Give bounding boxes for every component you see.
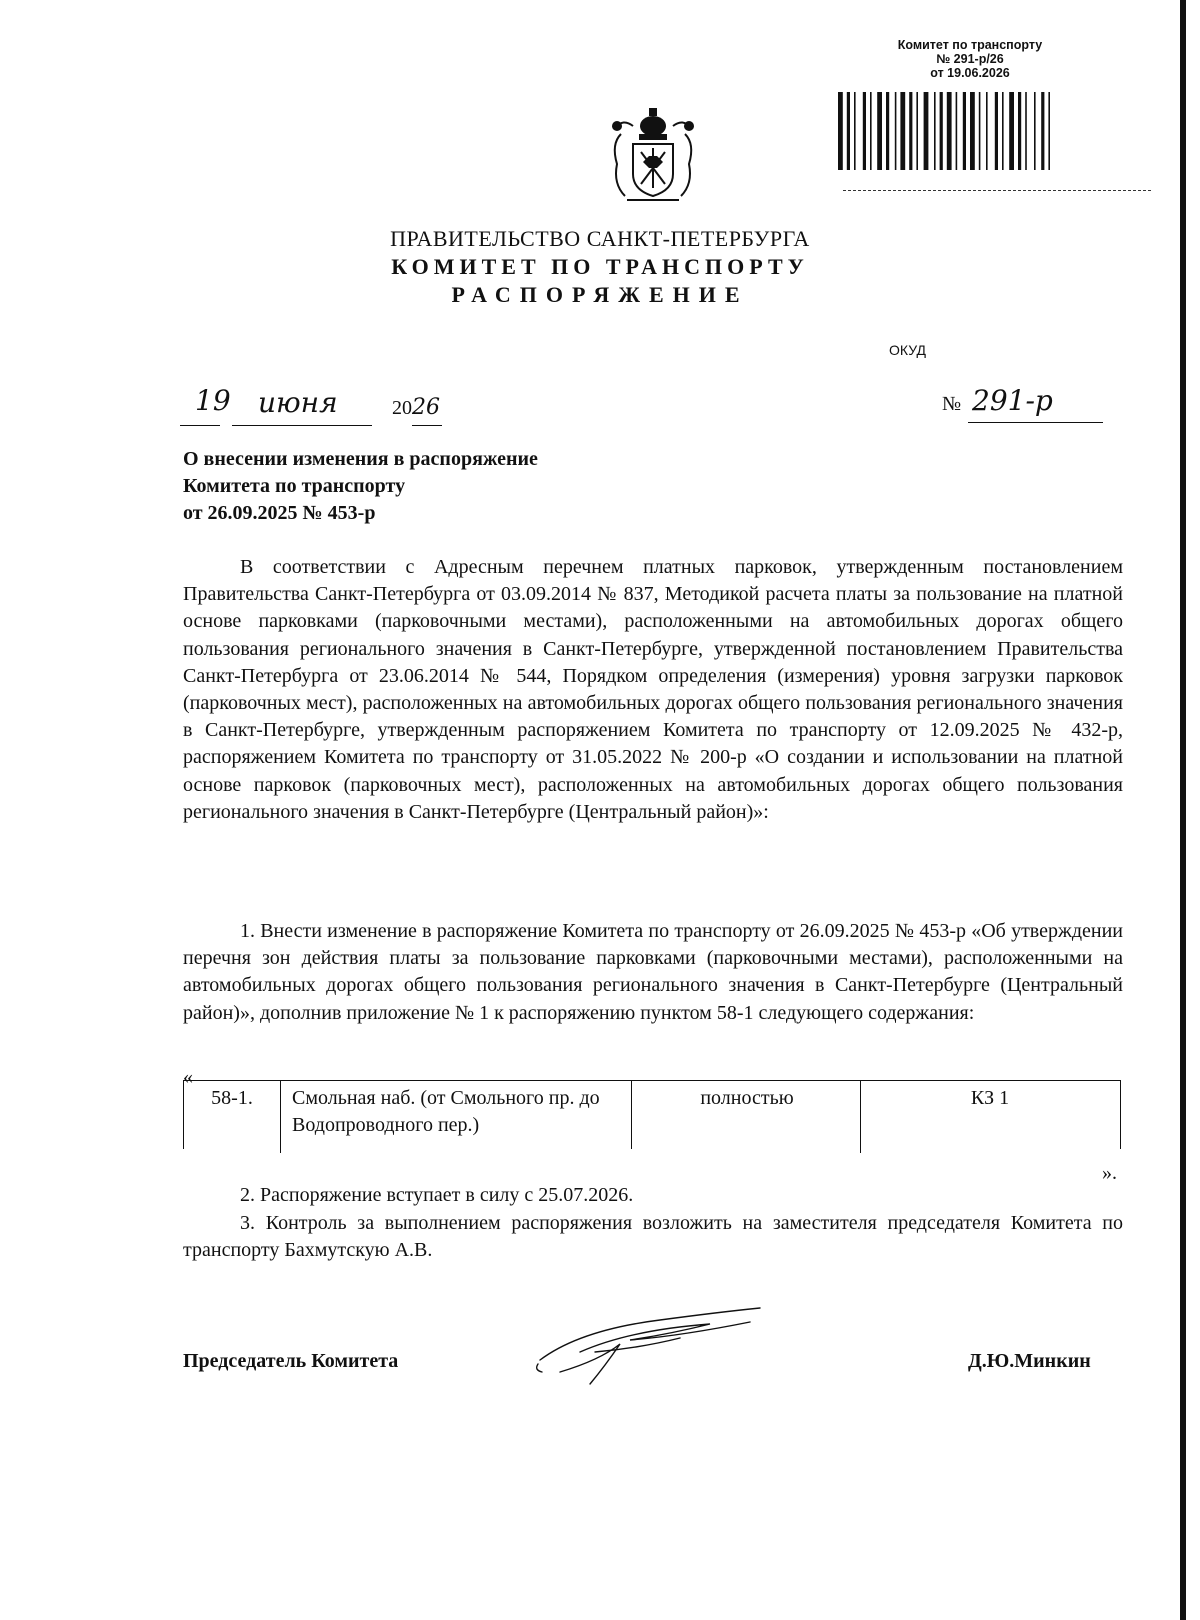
barcode-bar xyxy=(995,92,998,170)
item-2-paragraph: 2. Распоряжение вступает в силу с 25.07.2026. xyxy=(240,1184,634,1206)
table-cell-zone: КЗ 1 xyxy=(970,1087,1010,1109)
item-1-paragraph: 1. Внести изменение в распоряжение Комитета по транспорту от 26.09.2025 № 453-р «Об утверждении перечня зон действия платы за пользование парковками (парковочными местами), расположенными на автомобильных дорогах общего пользования регионального значения в Санкт-Петербурге (Центральный район)», дополнив приложение № 1 к распоряжению пунктом 58-1 следующего содержания: xyxy=(183,920,1123,1024)
document-number: 291-р xyxy=(972,384,1053,417)
quote-open: « xyxy=(183,1066,193,1088)
document-subject xyxy=(183,446,538,527)
stamp-line-2: № 291-р/26 xyxy=(936,52,1004,66)
barcode-bar xyxy=(847,92,850,170)
barcode-bar xyxy=(854,92,856,170)
subject-line-2: Комитета по транспорту xyxy=(183,475,406,497)
barcode-bar xyxy=(1025,92,1027,170)
stamp-line-1: Комитет по транспорту xyxy=(897,38,1043,52)
item-3-paragraph: 3. Контроль за выполнением распоряжения возложить на заместителя председателя Комитета по транспорту Бахмутскую А.В. xyxy=(183,1212,1123,1262)
barcode-bar xyxy=(1034,92,1036,170)
barcode-bar xyxy=(979,92,981,170)
date-year-suffix: 26 xyxy=(412,395,440,420)
barcode-bar xyxy=(986,92,988,170)
barcode-bar xyxy=(909,92,912,170)
barcode-bar xyxy=(924,92,929,170)
barcode-bar xyxy=(956,92,958,170)
quote-close: ». xyxy=(1102,1162,1117,1184)
barcode-bar xyxy=(1018,92,1021,170)
barcode-bar xyxy=(1048,92,1050,170)
date-day-underline xyxy=(180,425,220,426)
date-day: 19 xyxy=(195,384,231,417)
number-sign: № xyxy=(942,393,962,415)
barcode-bar xyxy=(1041,92,1044,170)
government-title: ПРАВИТЕЛЬСТВО САНКТ-ПЕТЕРБУРГА xyxy=(390,226,810,251)
barcode-bar xyxy=(947,92,952,170)
barcode-bar xyxy=(1002,92,1004,170)
committee-title: КОМИТЕТ ПО ТРАНСПОРТУ xyxy=(391,254,809,279)
date-year xyxy=(392,395,440,420)
document-number-underline xyxy=(968,422,1103,423)
date-month-underline xyxy=(232,425,372,426)
barcode xyxy=(838,92,1138,170)
date-year-prefix: 20 xyxy=(392,397,412,419)
registration-stamp xyxy=(850,38,1090,80)
date-month: июня xyxy=(258,386,338,419)
barcode-bar xyxy=(970,92,975,170)
date-year-underline xyxy=(412,425,442,426)
barcode-bar xyxy=(870,92,872,170)
signatory-name: Д.Ю.Минкин xyxy=(968,1350,1091,1372)
barcode-bar xyxy=(963,92,966,170)
barcode-bar xyxy=(940,92,943,170)
document-type-title: РАСПОРЯЖЕНИЕ xyxy=(451,282,749,307)
barcode-bar xyxy=(934,92,936,170)
barcode-bar xyxy=(838,92,843,170)
barcode-bar xyxy=(886,92,889,170)
subject-line-3: от 26.09.2025 № 453-р xyxy=(183,502,376,524)
coat-of-arms-emblem xyxy=(603,104,703,206)
table-cell-extent: полностью xyxy=(634,1081,861,1153)
barcode-bar xyxy=(1009,92,1014,170)
barcode-bar xyxy=(916,92,918,170)
table-cell-street: Смольная наб. (от Смольного пр. до Водопроводного пер.) xyxy=(282,1081,632,1149)
barcode-bar xyxy=(895,92,897,170)
barcode-bar xyxy=(863,92,866,170)
okud-label: ОКУД xyxy=(889,342,926,358)
insert-table xyxy=(183,1080,1121,1149)
signatory-title: Председатель Комитета xyxy=(183,1350,399,1372)
preamble-paragraph: В соответствии с Адресным перечнем платных парковок, утвержденным постановлением Правительства Санкт-Петербурга от 03.09.2014 № 837, Методикой расчета платы за пользование на платной основе парковками (парковочными местами), расположенными на автомобильных дорогах общего пользования регионального значения в Санкт-Петербурге, утвержденной постановлением Правительства Санкт-Петербурга от 23.06.2014 № 544, Порядком определения (измерения) уровня загрузки парковок (парковочных мест), расположенных на автомобильных дорогах общего пользования регионального значения в Санкт-Петербурге, утвержденным распоряжением Комитета по транспорту от 12.09.2025 № 432-р, распоряжением Комитета по транспорту от 31.05.2022 № 200-р «О создании и использовании на платной основе парковок (парковочных мест), расположенных на автомобильных дорогах общего пользования регионального значения в Санкт-Петербурге (Центральный район)»: xyxy=(183,556,1123,823)
stamp-line-3: от 19.06.2026 xyxy=(930,66,1010,80)
subject-line-1: О внесении изменения в распоряжение xyxy=(183,448,538,470)
table-cell-number: 58-1. xyxy=(184,1081,281,1153)
barcode-underline xyxy=(843,190,1151,192)
barcode-bar xyxy=(900,92,905,170)
barcode-bar xyxy=(877,92,882,170)
handwritten-signature xyxy=(520,1300,770,1390)
